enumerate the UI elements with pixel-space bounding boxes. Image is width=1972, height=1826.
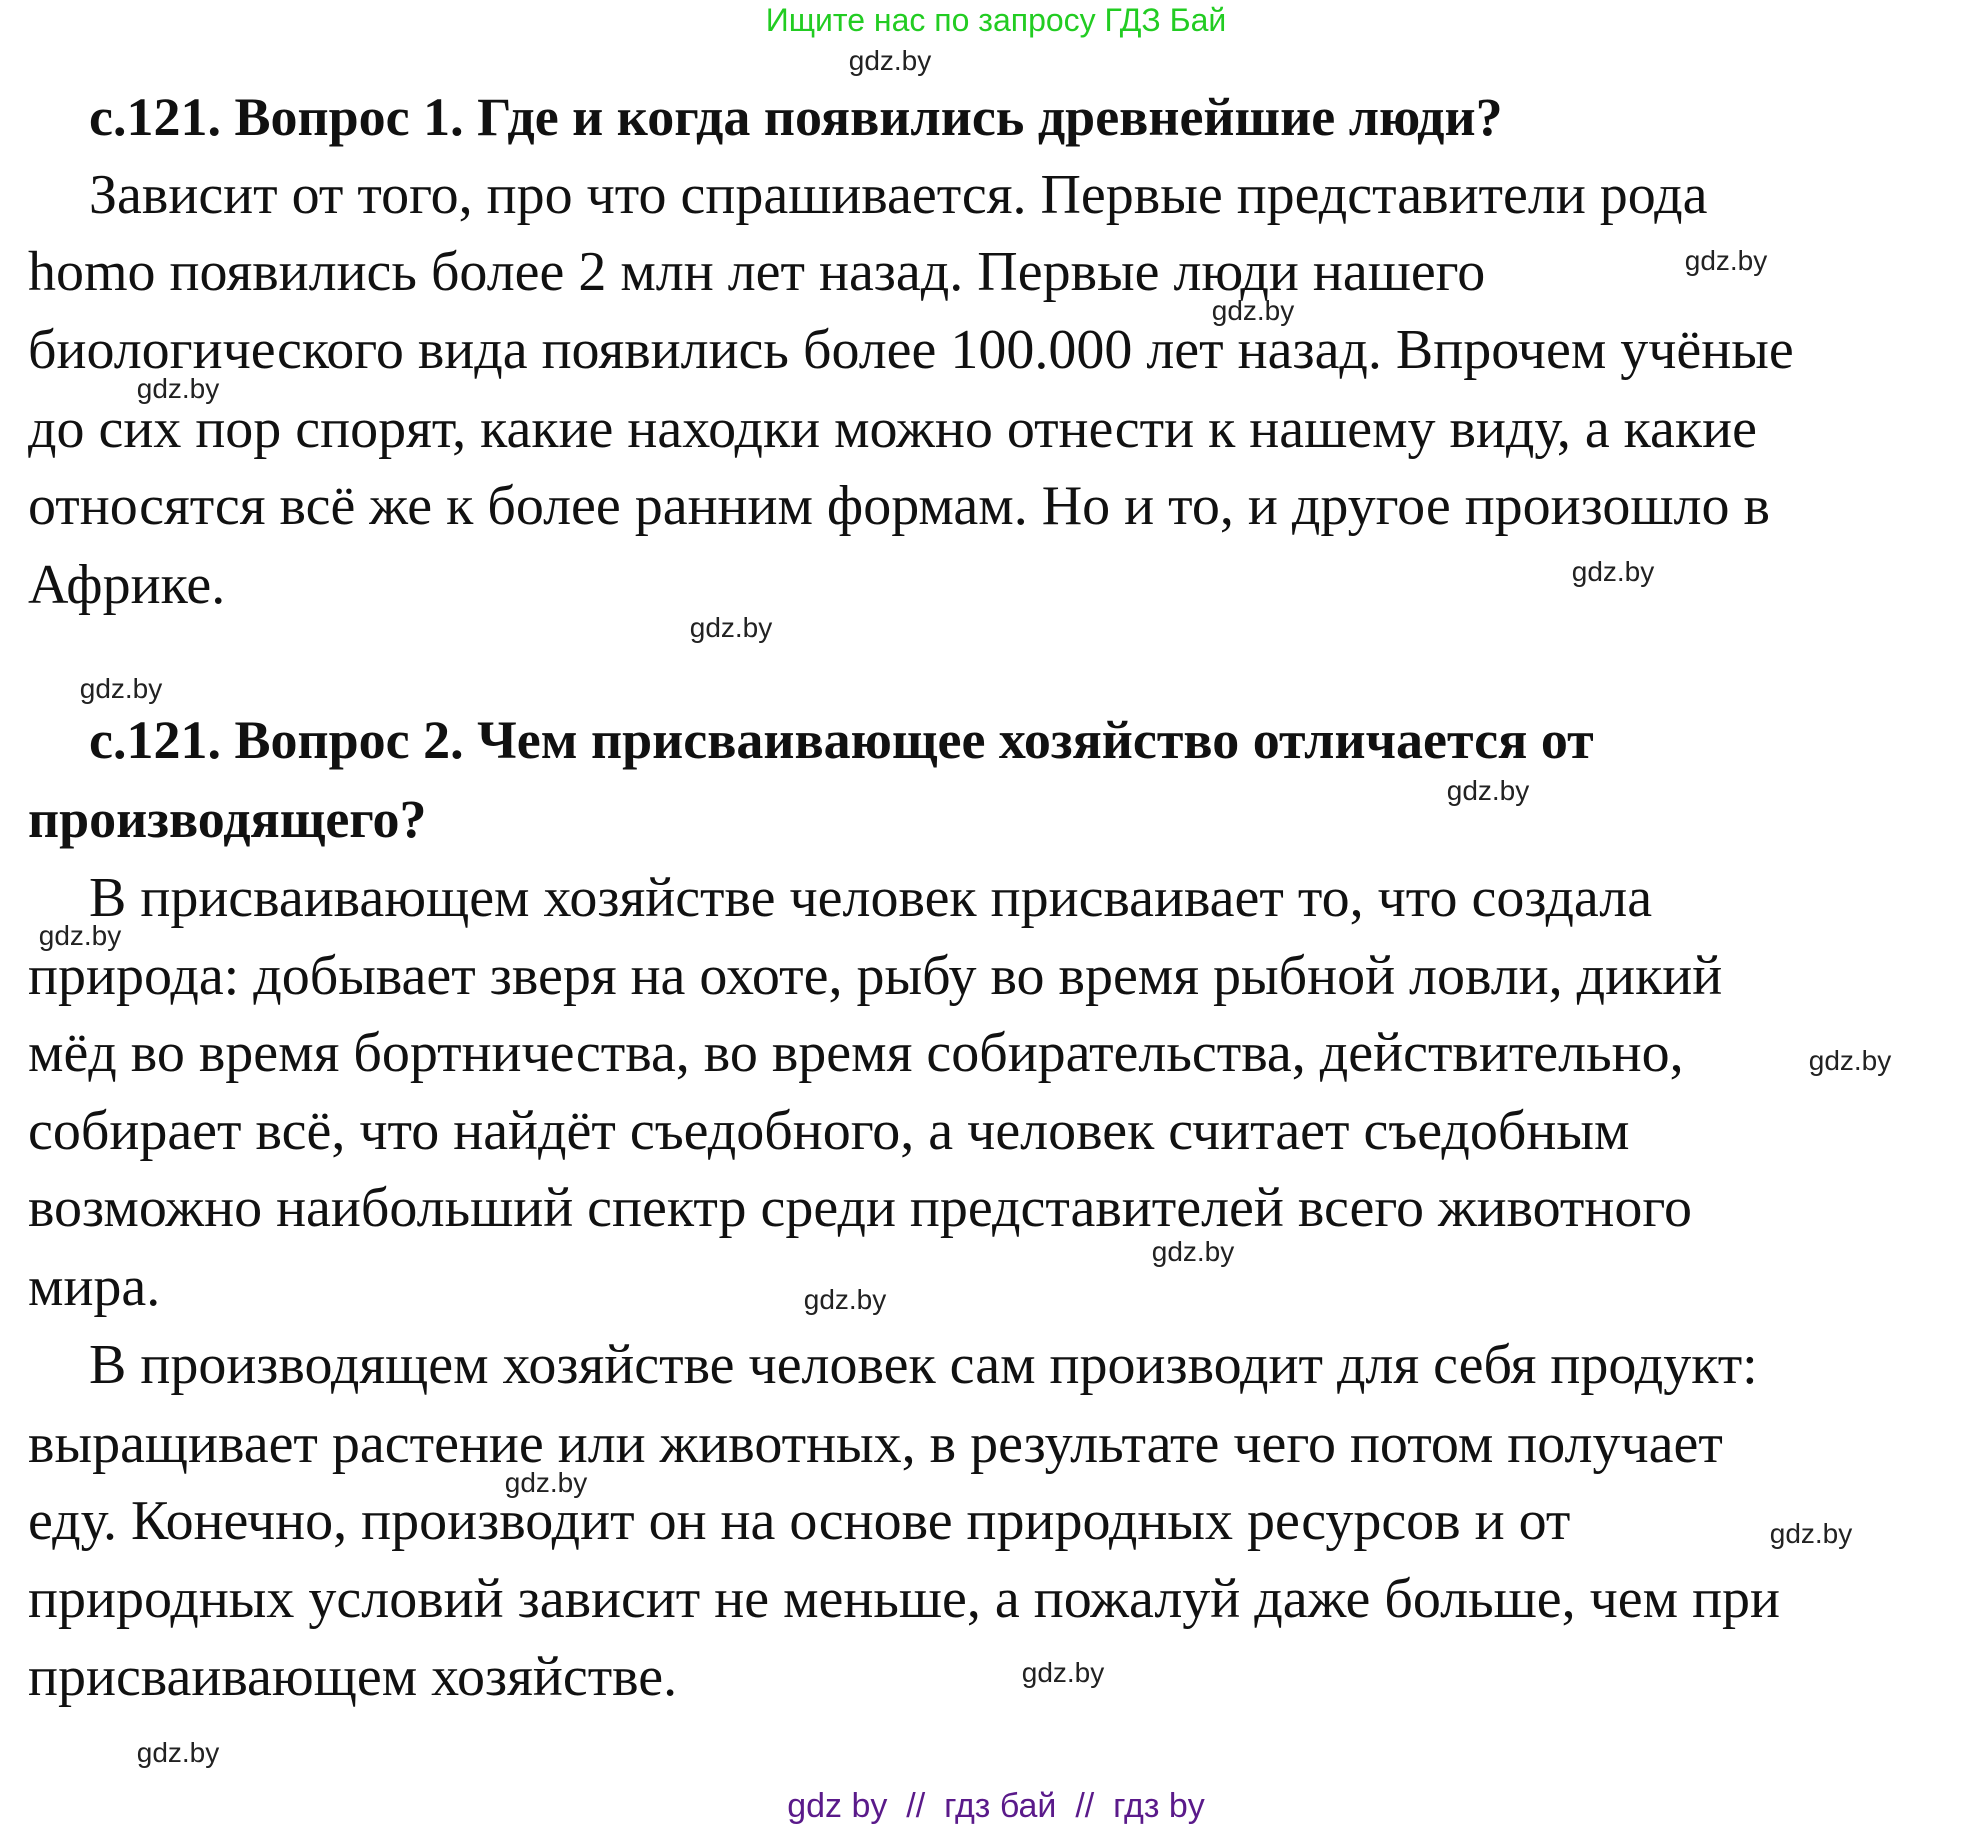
watermark: gdz.by — [1684, 245, 1768, 276]
q2-p2-line: присваивающем хозяйстве. — [28, 1646, 678, 1708]
question-1-title: с.121. Вопрос 1. Где и когда появились древнейшие люди? — [89, 87, 1503, 147]
promo-banner: Ищите нас по запросу ГДЗ Бай — [765, 2, 1227, 38]
q1-line: до сих пор спорят, какие находки можно отнести к нашему виду, а какие — [28, 398, 1757, 460]
watermark: gdz.by — [1151, 1236, 1235, 1267]
q2-p2-line: еду. Конечно, производит он на основе природных ресурсов и от — [28, 1490, 1571, 1552]
watermark: gdz.by — [848, 45, 932, 76]
question-2-title: производящего? — [28, 789, 427, 849]
watermark: gdz.by — [1571, 556, 1655, 587]
watermark: gdz.by — [136, 373, 220, 404]
q2-p1-line: мёд во время бортничества, во время собирательства, действительно, — [28, 1022, 1684, 1084]
watermark: gdz.by — [803, 1284, 887, 1315]
watermark: gdz.by — [1446, 775, 1530, 806]
q1-line: Зависит от того, про что спрашивается. Первые представители рода — [89, 164, 1708, 226]
question-2-title: с.121. Вопрос 2. Чем присваивающее хозяйство отличается от — [89, 710, 1594, 770]
q2-p1-line: собирает всё, что найдёт съедобного, а человек считает съедобным — [28, 1100, 1630, 1162]
watermark: gdz.by — [38, 920, 122, 951]
q2-p1-line: мира. — [28, 1256, 161, 1318]
watermark: gdz.by — [1769, 1518, 1853, 1549]
q1-line: Африке. — [28, 554, 226, 616]
q2-p1-line: природа: добывает зверя на охоте, рыбу во время рыбной ловли, дикий — [28, 945, 1723, 1007]
watermark: gdz.by — [79, 673, 163, 704]
watermark: gdz.by — [1808, 1045, 1892, 1076]
q1-line: homo появились более 2 млн лет назад. Первые люди нашего — [28, 241, 1486, 303]
watermark: gdz.by — [504, 1467, 588, 1498]
q2-p2-line: выращивает растение или животных, в результате чего потом получает — [28, 1413, 1723, 1475]
watermark: gdz.by — [1021, 1657, 1105, 1688]
q2-p2-line: природных условий зависит не меньше, а пожалуй даже больше, чем при — [28, 1568, 1781, 1630]
q2-p1-line: возможно наибольший спектр среди представителей всего животного — [28, 1177, 1692, 1239]
q1-line: биологического вида появились более 100.000 лет назад. Впрочем учёные — [28, 319, 1794, 381]
q2-p2-line: В производящем хозяйстве человек сам производит для себя продукт: — [89, 1334, 1758, 1396]
q2-p1-line: В присваивающем хозяйстве человек присваивает то, что создала — [89, 867, 1653, 929]
watermark: gdz.by — [1211, 295, 1295, 326]
q1-line: относятся всё же к более ранним формам. Но и то, и другое произошло в — [28, 475, 1770, 537]
footer-links: gdz by // гдз бай // гдз by — [787, 1787, 1205, 1825]
watermark: gdz.by — [136, 1737, 220, 1768]
watermark: gdz.by — [689, 612, 773, 643]
